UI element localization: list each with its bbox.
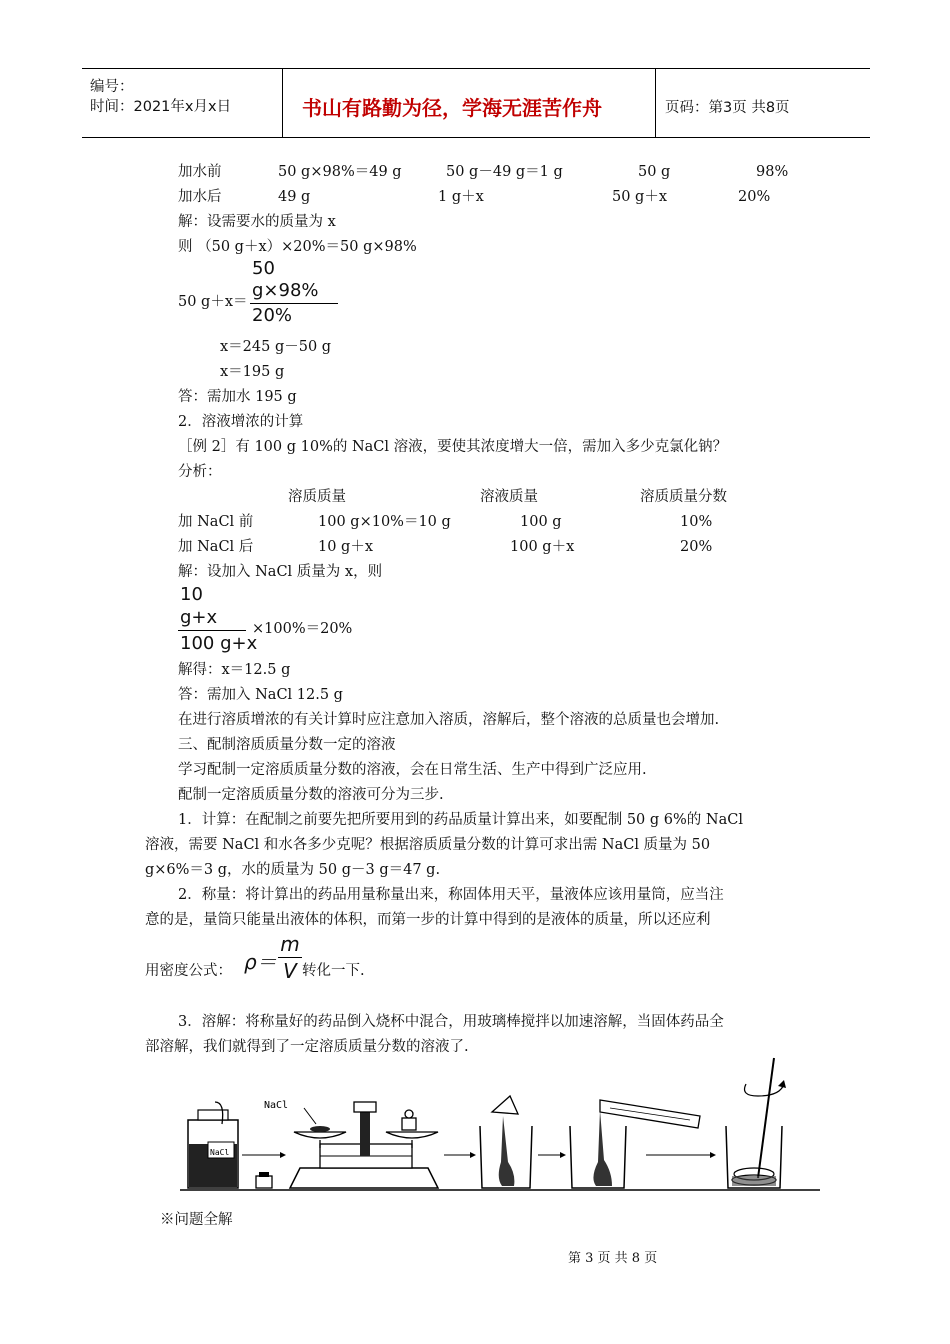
fraction-prefix: 50 g＋x＝ — [178, 294, 248, 310]
table-cell: 100 g — [520, 514, 562, 530]
page-footer: 第 3 页 共 8 页 — [568, 1251, 658, 1266]
fraction-nacl — [178, 583, 259, 655]
table-cell: 20% — [738, 189, 771, 205]
solution1-line3: x＝245 g－50 g — [220, 339, 332, 355]
fraction-suffix: ×100%＝20% — [252, 621, 353, 637]
table-cell: 98% — [756, 164, 789, 180]
solution1-line2: 则 （50 g＋x）×20%＝50 g×98% — [178, 239, 417, 255]
table-cell: 50 g×98%＝49 g — [278, 164, 402, 180]
page-header — [82, 68, 870, 138]
table-cell: 100 g＋x — [510, 539, 575, 555]
table-row-label: 加水后 — [178, 189, 222, 205]
jar-nacl-label: NaCl — [210, 1148, 230, 1157]
table-header: 溶质质量 — [288, 489, 346, 505]
header-motto-cell — [282, 69, 656, 137]
table-row-label: 加 NaCl 前 — [178, 514, 254, 530]
section2-answer: 答：需加入 NaCl 12.5 g — [178, 687, 343, 703]
table-cell: 20% — [680, 539, 713, 555]
fraction-denominator: 100 g+x — [180, 633, 258, 654]
reagent-jar-illustration — [188, 1102, 238, 1188]
step3-line2: 部溶解，我们就得到了一定溶质质量分数的溶液了. — [145, 1039, 469, 1055]
table-cell: 50 g－49 g＝1 g — [446, 164, 563, 180]
header-page-cell — [655, 69, 870, 137]
table-cell: 10% — [680, 514, 713, 530]
density-numerator: m — [278, 932, 302, 958]
step2-line2: 意的是，量筒只能量出液体的体积，而第一步的计算中得到的是液体的质量，所以还应利 — [145, 912, 711, 928]
solution1-line1: 解：设需要水的质量为 x — [178, 214, 336, 230]
step2-prefix: 用密度公式： — [145, 963, 232, 979]
closing-heading: ※问题全解 — [160, 1212, 233, 1228]
header-left-cell — [82, 69, 283, 137]
table-row-label: 加 NaCl 后 — [178, 539, 254, 555]
table-cell: 49 g — [278, 189, 311, 205]
table-row-label: 加水前 — [178, 164, 222, 180]
fraction-denominator: 20% — [252, 305, 293, 326]
section2-let: 解：设加入 NaCl 质量为 x，则 — [178, 564, 383, 580]
density-denominator: V — [283, 959, 297, 983]
section2-solve: 解得：x＝12.5 g — [178, 662, 291, 678]
balance-nacl-label: NaCl — [264, 1100, 289, 1111]
section3-title: 三、配制溶质质量分数一定的溶液 — [178, 737, 396, 753]
fraction-water — [250, 258, 338, 327]
solution1-answer: 答：需加水 195 g — [178, 389, 297, 405]
step1-line1: 1．计算：在配制之前要先把所要用到的药品质量计算出来，如要配制 50 g 6%的 NaCl — [178, 812, 743, 828]
table-cell: 100 g×10%＝10 g — [318, 514, 451, 530]
example2: ［例 2］有 100 g 10%的 NaCl 溶液，要使其浓度增大一倍，需加入多少克氯化钠？ — [178, 439, 728, 455]
density-formula-lhs: ρ＝ — [244, 950, 277, 974]
motto: 书山有路勤为径，学海无涯苦作舟 — [302, 96, 602, 120]
time-label: 时间：2021年x月x日 — [90, 99, 232, 115]
section2-title: 2．溶液增浓的计算 — [178, 414, 304, 430]
solution1-line4: x＝195 g — [220, 364, 285, 380]
fraction-numerator: 50 g×98% — [250, 258, 338, 304]
density-fraction — [278, 932, 302, 983]
section2-note: 在进行溶质增浓的有关计算时应注意加入溶质，溶解后，整个溶液的总质量也会增加. — [178, 712, 720, 728]
step2-suffix: 转化一下. — [302, 963, 365, 979]
table-cell: 10 g＋x — [318, 539, 374, 555]
table-cell: 1 g＋x — [438, 189, 484, 205]
fraction-numerator: 10 g+x — [178, 583, 246, 631]
table-cell: 50 g — [638, 164, 671, 180]
section3-p2: 配制一定溶质质量分数的溶液可分为三步. — [178, 787, 444, 803]
preparation-figure — [180, 1052, 825, 1192]
beaker-stir-illustration — [726, 1058, 786, 1188]
step1-line2: 溶液，需要 NaCl 和水各多少克呢？根据溶质质量分数的计算可求出需 NaCl 质量为 50 — [145, 837, 711, 853]
table-header: 溶质质量分数 — [640, 489, 727, 505]
header-page-label: 页码：第3页 共8页 — [665, 100, 790, 116]
table-header: 溶液质量 — [480, 489, 538, 505]
step1-line3: g×6%＝3 g，水的质量为 50 g－3 g＝47 g. — [145, 862, 441, 878]
beaker-pour-illustration — [480, 1096, 532, 1188]
section3-p1: 学习配制一定溶质质量分数的溶液，会在日常生活、生产中得到广泛应用. — [178, 762, 647, 778]
step3-line1: 3．溶解：将称量好的药品倒入烧杯中混合，用玻璃棒搅拌以加速溶解，当固体药品全 — [178, 1014, 724, 1030]
table-cell: 50 g＋x — [612, 189, 668, 205]
number-label: 编号： — [90, 79, 134, 95]
analysis-label: 分析： — [178, 464, 222, 480]
step2-line1: 2．称量：将计算出的药品用量称量出来，称固体用天平，量液体应该用量筒，应当注 — [178, 887, 724, 903]
balance-illustration — [290, 1102, 438, 1188]
beaker-cylinder-illustration — [570, 1100, 700, 1188]
